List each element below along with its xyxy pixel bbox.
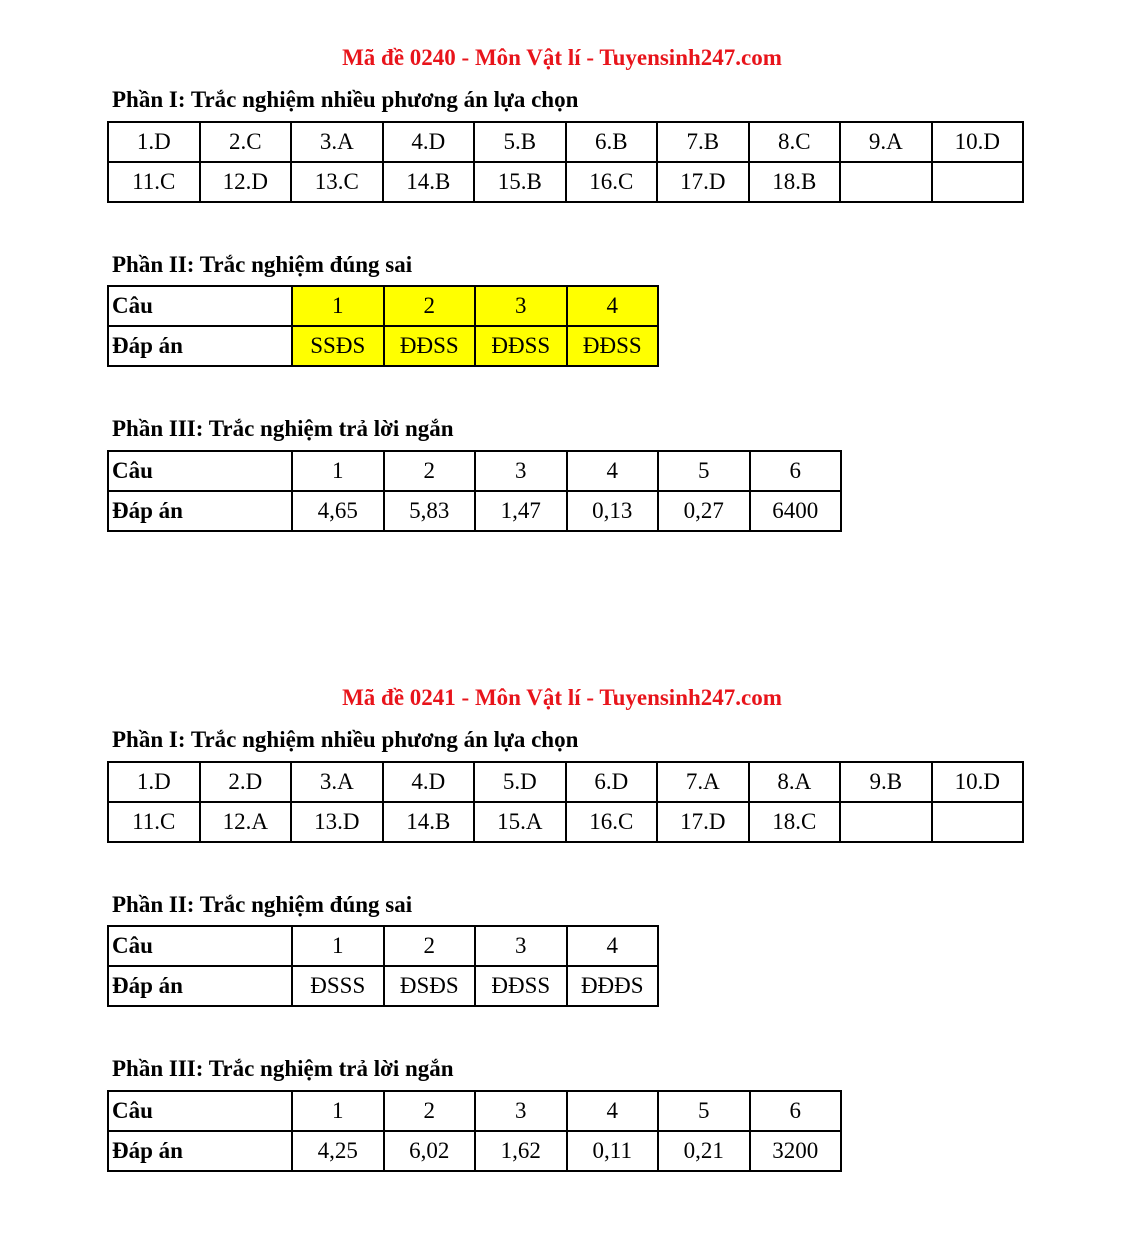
exam-title: Mã đề 0241 - Môn Vật lí - Tuyensinh247.com [342, 685, 782, 710]
question-number: 3 [475, 451, 567, 491]
question-label: Câu [108, 286, 292, 326]
table-row [108, 802, 1023, 842]
answer-cell: 13.C [291, 162, 383, 202]
answer-cell: 7.B [657, 122, 749, 162]
answer-cell [932, 162, 1024, 202]
answer-cell: ĐĐSS [567, 326, 659, 366]
table-row [108, 286, 658, 326]
question-label: Câu [108, 926, 292, 966]
question-number: 6 [750, 1091, 842, 1131]
question-label: Câu [108, 451, 292, 491]
question-number: 3 [475, 1091, 567, 1131]
table-row [108, 966, 658, 1006]
table-row [108, 762, 1023, 802]
table-row [108, 451, 841, 491]
answer-label: Đáp án [108, 326, 292, 366]
answer-cell: 12.D [200, 162, 292, 202]
table-row [108, 926, 658, 966]
answer-cell: 5.B [474, 122, 566, 162]
answer-cell: 17.D [657, 162, 749, 202]
answer-cell: 3.A [291, 122, 383, 162]
table-row [108, 1091, 841, 1131]
question-label: Câu [108, 1091, 292, 1131]
question-number: 4 [567, 1091, 659, 1131]
part1-answer-table [107, 761, 1024, 843]
part2-heading: Phần II: Trắc nghiệm đúng sai [112, 892, 413, 917]
answer-cell: 18.C [749, 802, 841, 842]
answer-cell: 11.C [108, 162, 200, 202]
answer-cell: 1,47 [475, 491, 567, 531]
answer-cell: 17.D [657, 802, 749, 842]
question-number: 1 [292, 926, 384, 966]
part3-heading: Phần III: Trắc nghiệm trả lời ngắn [112, 416, 454, 441]
question-number: 1 [292, 1091, 384, 1131]
answer-cell: 0,11 [567, 1131, 659, 1171]
answer-cell: 1,62 [475, 1131, 567, 1171]
table-row [108, 162, 1023, 202]
answer-cell: ĐSSS [292, 966, 384, 1006]
answer-cell: SSĐS [292, 326, 384, 366]
question-number: 5 [658, 451, 750, 491]
answer-cell: 15.A [474, 802, 566, 842]
part1-heading: Phần I: Trắc nghiệm nhiều phương án lựa chọn [112, 87, 579, 112]
answer-cell: 4.D [383, 122, 475, 162]
answer-cell: 4,65 [292, 491, 384, 531]
answer-cell: 2.C [200, 122, 292, 162]
answer-cell: 6.B [566, 122, 658, 162]
answer-label: Đáp án [108, 491, 292, 531]
answer-cell: 3.A [291, 762, 383, 802]
answer-cell [840, 162, 932, 202]
part2-answer-table [107, 285, 659, 367]
answer-cell: 0,27 [658, 491, 750, 531]
answer-cell: 14.B [383, 802, 475, 842]
answer-cell: 9.B [840, 762, 932, 802]
answer-cell: 1.D [108, 122, 200, 162]
question-number: 2 [384, 286, 476, 326]
part3-answer-table [107, 1090, 842, 1172]
answer-cell: 7.A [657, 762, 749, 802]
question-number: 4 [567, 286, 659, 326]
part2-answer-table [107, 925, 659, 1007]
question-number: 5 [658, 1091, 750, 1131]
question-number: 6 [750, 451, 842, 491]
answer-cell: 11.C [108, 802, 200, 842]
answer-cell: 5,83 [384, 491, 476, 531]
answer-cell [932, 802, 1024, 842]
answer-cell: 10.D [932, 122, 1024, 162]
answer-cell: 16.C [566, 802, 658, 842]
part3-heading: Phần III: Trắc nghiệm trả lời ngắn [112, 1056, 454, 1081]
part3-answer-table [107, 450, 842, 532]
part1-heading: Phần I: Trắc nghiệm nhiều phương án lựa chọn [112, 727, 579, 752]
question-number: 2 [384, 451, 476, 491]
question-number: 3 [475, 286, 567, 326]
question-number: 1 [292, 286, 384, 326]
answer-cell: 4,25 [292, 1131, 384, 1171]
answer-cell: 12.A [200, 802, 292, 842]
answer-cell: 3200 [750, 1131, 842, 1171]
answer-cell: 14.B [383, 162, 475, 202]
part1-answer-table [107, 121, 1024, 203]
answer-cell: ĐSĐS [384, 966, 476, 1006]
answer-cell: 5.D [474, 762, 566, 802]
answer-cell: 18.B [749, 162, 841, 202]
answer-cell: 10.D [932, 762, 1024, 802]
answer-cell: 2.D [200, 762, 292, 802]
answer-cell: 6,02 [384, 1131, 476, 1171]
answer-cell: ĐĐSS [475, 326, 567, 366]
answer-cell: ĐĐĐS [567, 966, 659, 1006]
answer-cell: 0,21 [658, 1131, 750, 1171]
table-row [108, 1131, 841, 1171]
part2-heading: Phần II: Trắc nghiệm đúng sai [112, 252, 413, 277]
answer-label: Đáp án [108, 966, 292, 1006]
answer-cell: 1.D [108, 762, 200, 802]
exam-title: Mã đề 0240 - Môn Vật lí - Tuyensinh247.com [342, 45, 782, 70]
question-number: 4 [567, 451, 659, 491]
answer-cell: 13.D [291, 802, 383, 842]
answer-cell: 6400 [750, 491, 842, 531]
question-number: 4 [567, 926, 659, 966]
answer-cell: 16.C [566, 162, 658, 202]
table-row [108, 491, 841, 531]
table-row [108, 122, 1023, 162]
answer-cell: 4.D [383, 762, 475, 802]
answer-cell: 8.C [749, 122, 841, 162]
answer-cell: ĐĐSS [384, 326, 476, 366]
answer-cell: 15.B [474, 162, 566, 202]
question-number: 2 [384, 1091, 476, 1131]
answer-cell: ĐĐSS [475, 966, 567, 1006]
question-number: 1 [292, 451, 384, 491]
answer-cell: 0,13 [567, 491, 659, 531]
answer-cell: 9.A [840, 122, 932, 162]
answer-cell [840, 802, 932, 842]
answer-cell: 6.D [566, 762, 658, 802]
answer-label: Đáp án [108, 1131, 292, 1171]
answer-cell: 8.A [749, 762, 841, 802]
question-number: 2 [384, 926, 476, 966]
question-number: 3 [475, 926, 567, 966]
table-row [108, 326, 658, 366]
